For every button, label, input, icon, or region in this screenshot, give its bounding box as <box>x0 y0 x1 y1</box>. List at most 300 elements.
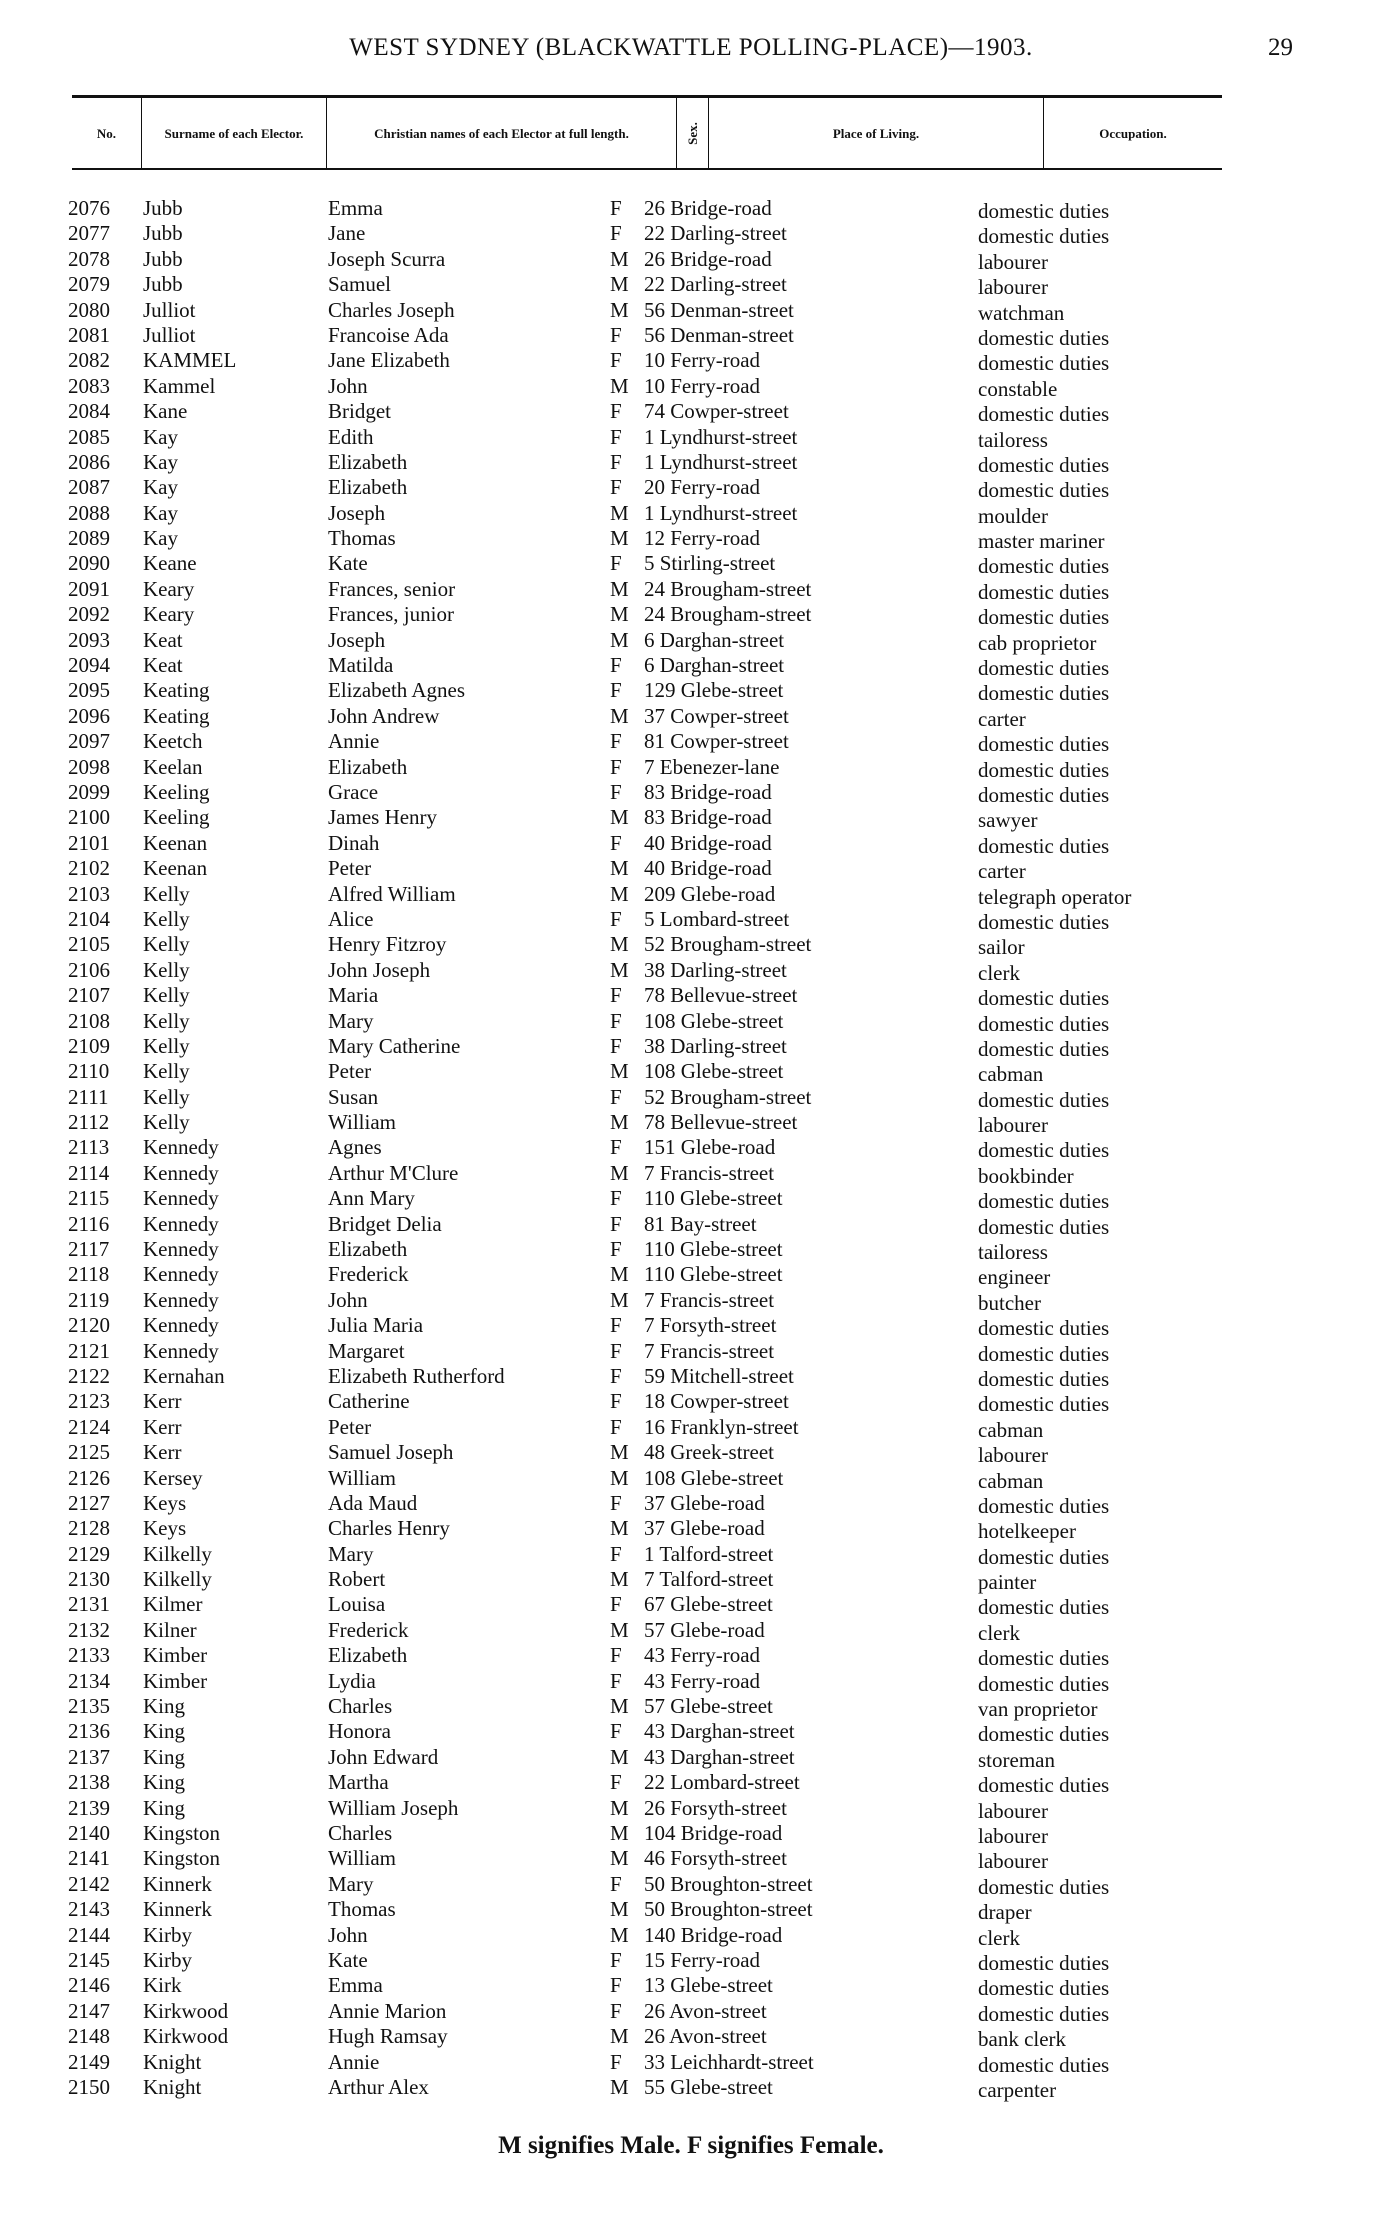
cell-christian: William <box>328 1465 396 1490</box>
cell-christian: Thomas <box>328 526 396 551</box>
table-row <box>0 1516 1382 1544</box>
cell-no: 2129 <box>68 1541 110 1566</box>
cell-no: 2106 <box>68 957 110 982</box>
cell-surname: Julliot <box>143 297 196 322</box>
cell-place: 26 Avon-street <box>644 2024 767 2049</box>
cell-place: 151 Glebe-road <box>644 1135 776 1160</box>
cell-christian: Emma <box>328 1973 383 1998</box>
cell-surname: Kay <box>143 424 178 449</box>
table-row <box>0 348 1382 376</box>
table-row <box>0 247 1382 272</box>
cell-christian: Annie <box>328 2049 380 2074</box>
table-row <box>0 323 1382 348</box>
cell-occupation: domestic duties <box>978 1087 1110 1112</box>
cell-surname: Kammel <box>143 373 216 398</box>
cell-occupation: domestic duties <box>978 757 1110 782</box>
cell-place: 50 Broughton-street <box>644 1897 813 1922</box>
table-row <box>0 1491 1382 1516</box>
cell-sex: F <box>610 1389 622 1414</box>
cell-christian: Charles <box>328 1821 393 1845</box>
cell-place: 74 Cowper-street <box>644 399 789 424</box>
cell-surname: Kerr <box>143 1414 182 1439</box>
cell-occupation: domestic duties <box>978 478 1110 503</box>
cell-surname: Kelly <box>143 932 190 957</box>
table-row <box>0 1085 1382 1110</box>
cell-sex: M <box>610 1059 629 1084</box>
table-row <box>0 1948 1382 1973</box>
cell-occupation: labourer <box>978 1113 1048 1138</box>
cell-christian: Samuel Joseph <box>328 1440 454 1465</box>
cell-place: 46 Forsyth-street <box>644 1846 787 1871</box>
table-row <box>0 1415 1382 1440</box>
cell-occupation: domestic duties <box>978 1138 1110 1163</box>
cell-place: 22 Darling-street <box>644 272 787 297</box>
cell-christian: Jane Elizabeth <box>328 348 450 373</box>
cell-christian: Peter <box>328 856 372 881</box>
footer-note: M signifies Male. F signifies Female. <box>498 2132 884 2159</box>
table-row <box>0 1618 1382 1643</box>
cell-sex: M <box>610 627 629 652</box>
cell-place: 1 Lyndhurst-street <box>644 500 798 525</box>
cell-surname: Kilmer <box>143 1592 203 1617</box>
cell-no: 2135 <box>68 1694 110 1719</box>
cell-surname: Kilkelly <box>143 1567 212 1592</box>
cell-sex: F <box>610 1135 622 1160</box>
cell-christian: Francoise Ada <box>328 322 449 347</box>
table-row <box>0 450 1382 475</box>
table-row <box>0 1973 1382 2001</box>
cell-no: 2126 <box>68 1465 110 1490</box>
cell-occupation: sawyer <box>978 808 1038 833</box>
cell-place: 67 Glebe-street <box>644 1592 773 1617</box>
cell-surname: Keenan <box>143 856 208 881</box>
table-row <box>0 399 1382 427</box>
cell-sex: F <box>610 1084 622 1109</box>
cell-sex: M <box>610 1821 629 1845</box>
cell-occupation: domestic duties <box>978 782 1110 807</box>
cell-occupation: domestic duties <box>978 402 1110 427</box>
cell-no: 2086 <box>68 449 110 474</box>
cell-sex: M <box>610 246 629 271</box>
table-row <box>0 475 1382 503</box>
cell-no: 2142 <box>68 1871 110 1896</box>
cell-christian: Annie Marion <box>328 1998 447 2023</box>
cell-place: 22 Darling-street <box>644 221 787 246</box>
cell-occupation: domestic duties <box>978 579 1110 604</box>
cell-christian: Charles Joseph <box>328 297 455 322</box>
cell-christian: Lydia <box>328 1668 376 1693</box>
cell-sex: F <box>610 551 622 576</box>
cell-no: 2090 <box>68 551 110 576</box>
cell-no: 2115 <box>68 1186 110 1211</box>
cell-no: 2121 <box>68 1338 110 1363</box>
cell-place: 5 Lombard-street <box>644 906 790 931</box>
cell-occupation: tailoress <box>978 427 1048 452</box>
cell-sex: F <box>610 1770 622 1795</box>
table-row <box>0 729 1382 757</box>
cell-occupation: domestic duties <box>978 1874 1110 1899</box>
cell-surname: Keat <box>143 627 183 652</box>
cell-place: 37 Glebe-road <box>644 1516 765 1541</box>
cell-occupation: cab proprietor <box>978 630 1097 655</box>
cell-place: 209 Glebe-road <box>644 881 776 906</box>
cell-occupation: master mariner <box>978 529 1105 554</box>
cell-occupation: storeman <box>978 1747 1055 1772</box>
cell-sex: F <box>610 779 622 804</box>
cell-occupation: domestic duties <box>978 351 1110 376</box>
cell-no: 2114 <box>68 1160 110 1185</box>
cell-surname: Kelly <box>143 1008 190 1033</box>
cell-sex: M <box>610 500 629 525</box>
cell-sex: M <box>610 1846 629 1871</box>
cell-no: 2148 <box>68 2024 110 2049</box>
cell-place: 43 Darghan-street <box>644 1719 795 1744</box>
cell-occupation: domestic duties <box>978 1722 1110 1747</box>
cell-occupation: domestic duties <box>978 2052 1110 2077</box>
cell-surname: King <box>143 1744 185 1769</box>
cell-sex: M <box>610 1440 629 1465</box>
cell-no: 2147 <box>68 1998 110 2023</box>
cell-surname: Kay <box>143 449 178 474</box>
cell-no: 2110 <box>68 1059 110 1084</box>
cell-place: 83 Bridge-road <box>644 805 772 830</box>
cell-christian: Arthur Alex <box>328 2074 429 2099</box>
cell-place: 52 Brougham-street <box>644 1084 812 1109</box>
table-row <box>0 1770 1382 1798</box>
cell-place: 38 Darling-street <box>644 957 787 982</box>
cell-occupation: carpenter <box>978 2077 1057 2102</box>
table-row <box>0 1237 1382 1265</box>
cell-christian: Annie <box>328 729 380 754</box>
cell-sex: M <box>610 2024 629 2049</box>
cell-occupation: cabman <box>978 1468 1044 1493</box>
cell-surname: Keys <box>143 1490 187 1515</box>
cell-occupation: butcher <box>978 1290 1041 1315</box>
cell-christian: Ann Mary <box>328 1186 415 1211</box>
cell-christian: Arthur M'Clure <box>328 1160 459 1185</box>
cell-occupation: moulder <box>978 503 1048 528</box>
table-row <box>0 551 1382 579</box>
cell-no: 2113 <box>68 1135 110 1160</box>
cell-occupation: domestic duties <box>978 554 1110 579</box>
table-row <box>0 602 1382 630</box>
cell-christian: Dinah <box>328 830 380 855</box>
cell-sex: F <box>610 348 622 373</box>
cell-surname: Kirby <box>143 1922 192 1947</box>
cell-place: 33 Leichhardt-street <box>644 2049 814 2074</box>
cell-sex: F <box>610 475 622 500</box>
cell-occupation: labourer <box>978 1849 1048 1874</box>
cell-sex: F <box>610 983 622 1008</box>
cell-occupation: domestic duties <box>978 1011 1110 1036</box>
table-row <box>0 1821 1382 1846</box>
cell-place: 140 Bridge-road <box>644 1922 783 1947</box>
table-row <box>0 1288 1382 1313</box>
cell-sex: F <box>610 1541 622 1566</box>
cell-sex: F <box>610 653 622 678</box>
cell-surname: Kirkwood <box>143 1998 229 2023</box>
cell-place: 10 Ferry-road <box>644 373 761 398</box>
cell-sex: M <box>610 856 629 881</box>
cell-occupation: engineer <box>978 1265 1051 1290</box>
cell-christian: Mary <box>328 1541 374 1566</box>
cell-no: 2146 <box>68 1973 110 1998</box>
cell-surname: Kinnerk <box>143 1871 212 1896</box>
table-row <box>0 1719 1382 1747</box>
table-row <box>0 1897 1382 1925</box>
table-row <box>0 1110 1382 1138</box>
cell-surname: Kelly <box>143 1033 190 1058</box>
page-title: WEST SYDNEY (BLACKWATTLE POLLING-PLACE)—1903. <box>349 34 1033 61</box>
cell-occupation: sailor <box>978 935 1025 960</box>
table-row <box>0 1796 1382 1821</box>
cell-occupation: domestic duties <box>978 986 1110 1011</box>
cell-no: 2125 <box>68 1440 110 1465</box>
cell-christian: Maria <box>328 983 379 1008</box>
cell-place: 108 Glebe-street <box>644 1008 784 1033</box>
cell-sex: M <box>610 1110 629 1135</box>
cell-occupation: domestic duties <box>978 1595 1110 1620</box>
cell-no: 2150 <box>68 2074 110 2099</box>
table-row <box>0 1542 1382 1567</box>
cell-occupation: painter <box>978 1570 1037 1595</box>
table-row <box>0 298 1382 323</box>
table-row <box>0 1923 1382 1948</box>
cell-no: 2131 <box>68 1592 110 1617</box>
cell-christian: John <box>328 1922 368 1947</box>
table-row <box>0 932 1382 960</box>
cell-occupation: tailoress <box>978 1240 1048 1265</box>
cell-place: 43 Ferry-road <box>644 1643 761 1668</box>
cell-no: 2136 <box>68 1719 110 1744</box>
cell-sex: F <box>610 1338 622 1363</box>
cell-no: 2143 <box>68 1897 110 1922</box>
table-row <box>0 1694 1382 1722</box>
cell-sex: M <box>610 881 629 906</box>
cell-no: 2120 <box>68 1313 110 1338</box>
cell-sex: F <box>610 1719 622 1744</box>
cell-sex: F <box>610 830 622 855</box>
table-row <box>0 1669 1382 1694</box>
cell-place: 40 Bridge-road <box>644 830 772 855</box>
cell-occupation: telegraph operator <box>978 884 1132 909</box>
cell-place: 81 Bay-street <box>644 1211 757 1236</box>
cell-christian: Robert <box>328 1567 386 1592</box>
cell-occupation: domestic duties <box>978 1671 1110 1696</box>
cell-surname: Jubb <box>143 196 183 220</box>
cell-no: 2123 <box>68 1389 110 1414</box>
cell-surname: Kersey <box>143 1465 203 1490</box>
cell-christian: Elizabeth <box>328 1237 408 1262</box>
cell-surname: Kennedy <box>143 1313 219 1338</box>
cell-place: 1 Talford-street <box>644 1541 774 1566</box>
cell-sex: F <box>610 1643 622 1668</box>
cell-occupation: watchman <box>978 300 1065 325</box>
cell-no: 2095 <box>68 678 110 703</box>
cell-christian: Charles <box>328 1694 393 1719</box>
cell-surname: Keating <box>143 678 210 703</box>
cell-sex: F <box>610 196 622 220</box>
cell-occupation: bank clerk <box>978 2027 1067 2052</box>
cell-no: 2137 <box>68 1744 110 1769</box>
cell-sex: M <box>610 1262 629 1287</box>
cell-sex: F <box>610 678 622 703</box>
cell-surname: Kirkwood <box>143 2024 229 2049</box>
cell-no: 2103 <box>68 881 110 906</box>
cell-surname: Kerr <box>143 1440 182 1465</box>
cell-occupation: carter <box>978 859 1026 884</box>
cell-occupation: domestic duties <box>978 1316 1110 1341</box>
cell-christian: Peter <box>328 1059 372 1084</box>
table-row <box>0 1567 1382 1595</box>
table-row <box>0 805 1382 833</box>
cell-surname: Kennedy <box>143 1160 219 1185</box>
cell-no: 2138 <box>68 1770 110 1795</box>
table-row <box>0 831 1382 856</box>
cell-place: 52 Brougham-street <box>644 932 812 957</box>
table-row <box>0 1186 1382 1214</box>
table-row <box>0 2024 1382 2052</box>
cell-surname: Kilner <box>143 1617 197 1642</box>
table-row <box>0 272 1382 300</box>
cell-sex: M <box>610 297 629 322</box>
cell-place: 56 Denman-street <box>644 297 794 322</box>
cell-surname: Kilkelly <box>143 1541 212 1566</box>
cell-christian: John <box>328 1287 368 1312</box>
cell-surname: Kay <box>143 526 178 551</box>
cell-place: 59 Mitchell-street <box>644 1363 794 1388</box>
cell-sex: F <box>610 1871 622 1896</box>
cell-no: 2104 <box>68 906 110 931</box>
table-row <box>0 1440 1382 1468</box>
cell-surname: Kelly <box>143 906 190 931</box>
cell-christian: John Edward <box>328 1744 439 1769</box>
cell-occupation: domestic duties <box>978 1189 1110 1214</box>
cell-place: 7 Ebenezer-lane <box>644 754 780 779</box>
cell-sex: F <box>610 424 622 449</box>
cell-place: 26 Forsyth-street <box>644 1795 787 1820</box>
cell-sex: M <box>610 1160 629 1185</box>
cell-place: 57 Glebe-road <box>644 1617 765 1642</box>
cell-place: 26 Bridge-road <box>644 246 772 271</box>
cell-place: 7 Francis-street <box>644 1338 775 1363</box>
table-row <box>0 1643 1382 1671</box>
cell-place: 78 Bellevue-street <box>644 1110 798 1135</box>
cell-surname: Kennedy <box>143 1338 219 1363</box>
table-row <box>0 628 1382 653</box>
cell-no: 2098 <box>68 754 110 779</box>
cell-surname: Keelan <box>143 754 203 779</box>
cell-place: 38 Darling-street <box>644 1033 787 1058</box>
cell-no: 2112 <box>68 1110 110 1135</box>
cell-place: 37 Cowper-street <box>644 703 789 728</box>
cell-place: 83 Bridge-road <box>644 779 772 804</box>
table-row <box>0 2075 1382 2100</box>
cell-no: 2082 <box>68 348 110 373</box>
cell-sex: M <box>610 576 629 601</box>
cell-surname: Kelly <box>143 983 190 1008</box>
cell-occupation: domestic duties <box>978 452 1110 477</box>
cell-no: 2092 <box>68 602 110 627</box>
cell-christian: John Andrew <box>328 703 440 728</box>
cell-place: 26 Avon-street <box>644 1998 767 2023</box>
cell-place: 57 Glebe-street <box>644 1694 773 1719</box>
cell-surname: King <box>143 1770 185 1795</box>
cell-sex: M <box>610 1516 629 1541</box>
cell-sex: F <box>610 2049 622 2074</box>
cell-christian: Joseph Scurra <box>328 246 446 271</box>
cell-occupation: draper <box>978 1900 1032 1925</box>
cell-sex: F <box>610 1008 622 1033</box>
cell-place: 110 Glebe-street <box>644 1237 783 1262</box>
cell-place: 1 Lyndhurst-street <box>644 449 798 474</box>
cell-place: 81 Cowper-street <box>644 729 789 754</box>
cell-christian: Alfred William <box>328 881 456 906</box>
table-row <box>0 1262 1382 1290</box>
cell-occupation: labourer <box>978 1824 1048 1848</box>
cell-christian: Elizabeth Rutherford <box>328 1363 505 1388</box>
cell-occupation: domestic duties <box>978 656 1110 681</box>
cell-place: 108 Glebe-street <box>644 1465 784 1490</box>
cell-christian: Thomas <box>328 1897 396 1922</box>
cell-christian: Peter <box>328 1414 372 1439</box>
cell-sex: M <box>610 373 629 398</box>
cell-place: 7 Forsyth-street <box>644 1313 777 1338</box>
cell-christian: Matilda <box>328 653 394 678</box>
cell-no: 2087 <box>68 475 110 500</box>
cell-sex: F <box>610 729 622 754</box>
cell-occupation: domestic duties <box>978 1773 1110 1798</box>
cell-occupation: domestic duties <box>978 909 1110 934</box>
cell-place: 40 Bridge-road <box>644 856 772 881</box>
cell-occupation: domestic duties <box>978 224 1110 249</box>
cell-no: 2141 <box>68 1846 110 1871</box>
cell-sex: F <box>610 322 622 347</box>
cell-no: 2101 <box>68 830 110 855</box>
cell-occupation: domestic duties <box>978 833 1110 858</box>
cell-no: 2080 <box>68 297 110 322</box>
cell-surname: Kernahan <box>143 1363 225 1388</box>
cell-sex: F <box>610 1313 622 1338</box>
cell-no: 2144 <box>68 1922 110 1947</box>
cell-christian: Mary <box>328 1871 374 1896</box>
cell-sex: M <box>610 703 629 728</box>
cell-surname: Jubb <box>143 272 183 297</box>
cell-sex: F <box>610 906 622 931</box>
table-row <box>0 1872 1382 1897</box>
cell-surname: Kelly <box>143 1110 190 1135</box>
cell-surname: Kingston <box>143 1821 221 1845</box>
cell-surname: Kennedy <box>143 1186 219 1211</box>
cell-sex: F <box>610 1414 622 1439</box>
table-row <box>0 1339 1382 1364</box>
table-row <box>0 425 1382 450</box>
cell-sex: M <box>610 2074 629 2099</box>
cell-place: 48 Greek-street <box>644 1440 775 1465</box>
cell-no: 2096 <box>68 703 110 728</box>
table-row <box>0 2050 1382 2075</box>
cell-sex: F <box>610 399 622 424</box>
cell-no: 2093 <box>68 627 110 652</box>
cell-surname: Keeling <box>143 779 210 804</box>
cell-no: 2099 <box>68 779 110 804</box>
cell-no: 2139 <box>68 1795 110 1820</box>
cell-christian: Samuel <box>328 272 391 297</box>
cell-christian: Mary <box>328 1008 374 1033</box>
table-row <box>0 755 1382 780</box>
table-row <box>0 653 1382 681</box>
cell-no: 2088 <box>68 500 110 525</box>
